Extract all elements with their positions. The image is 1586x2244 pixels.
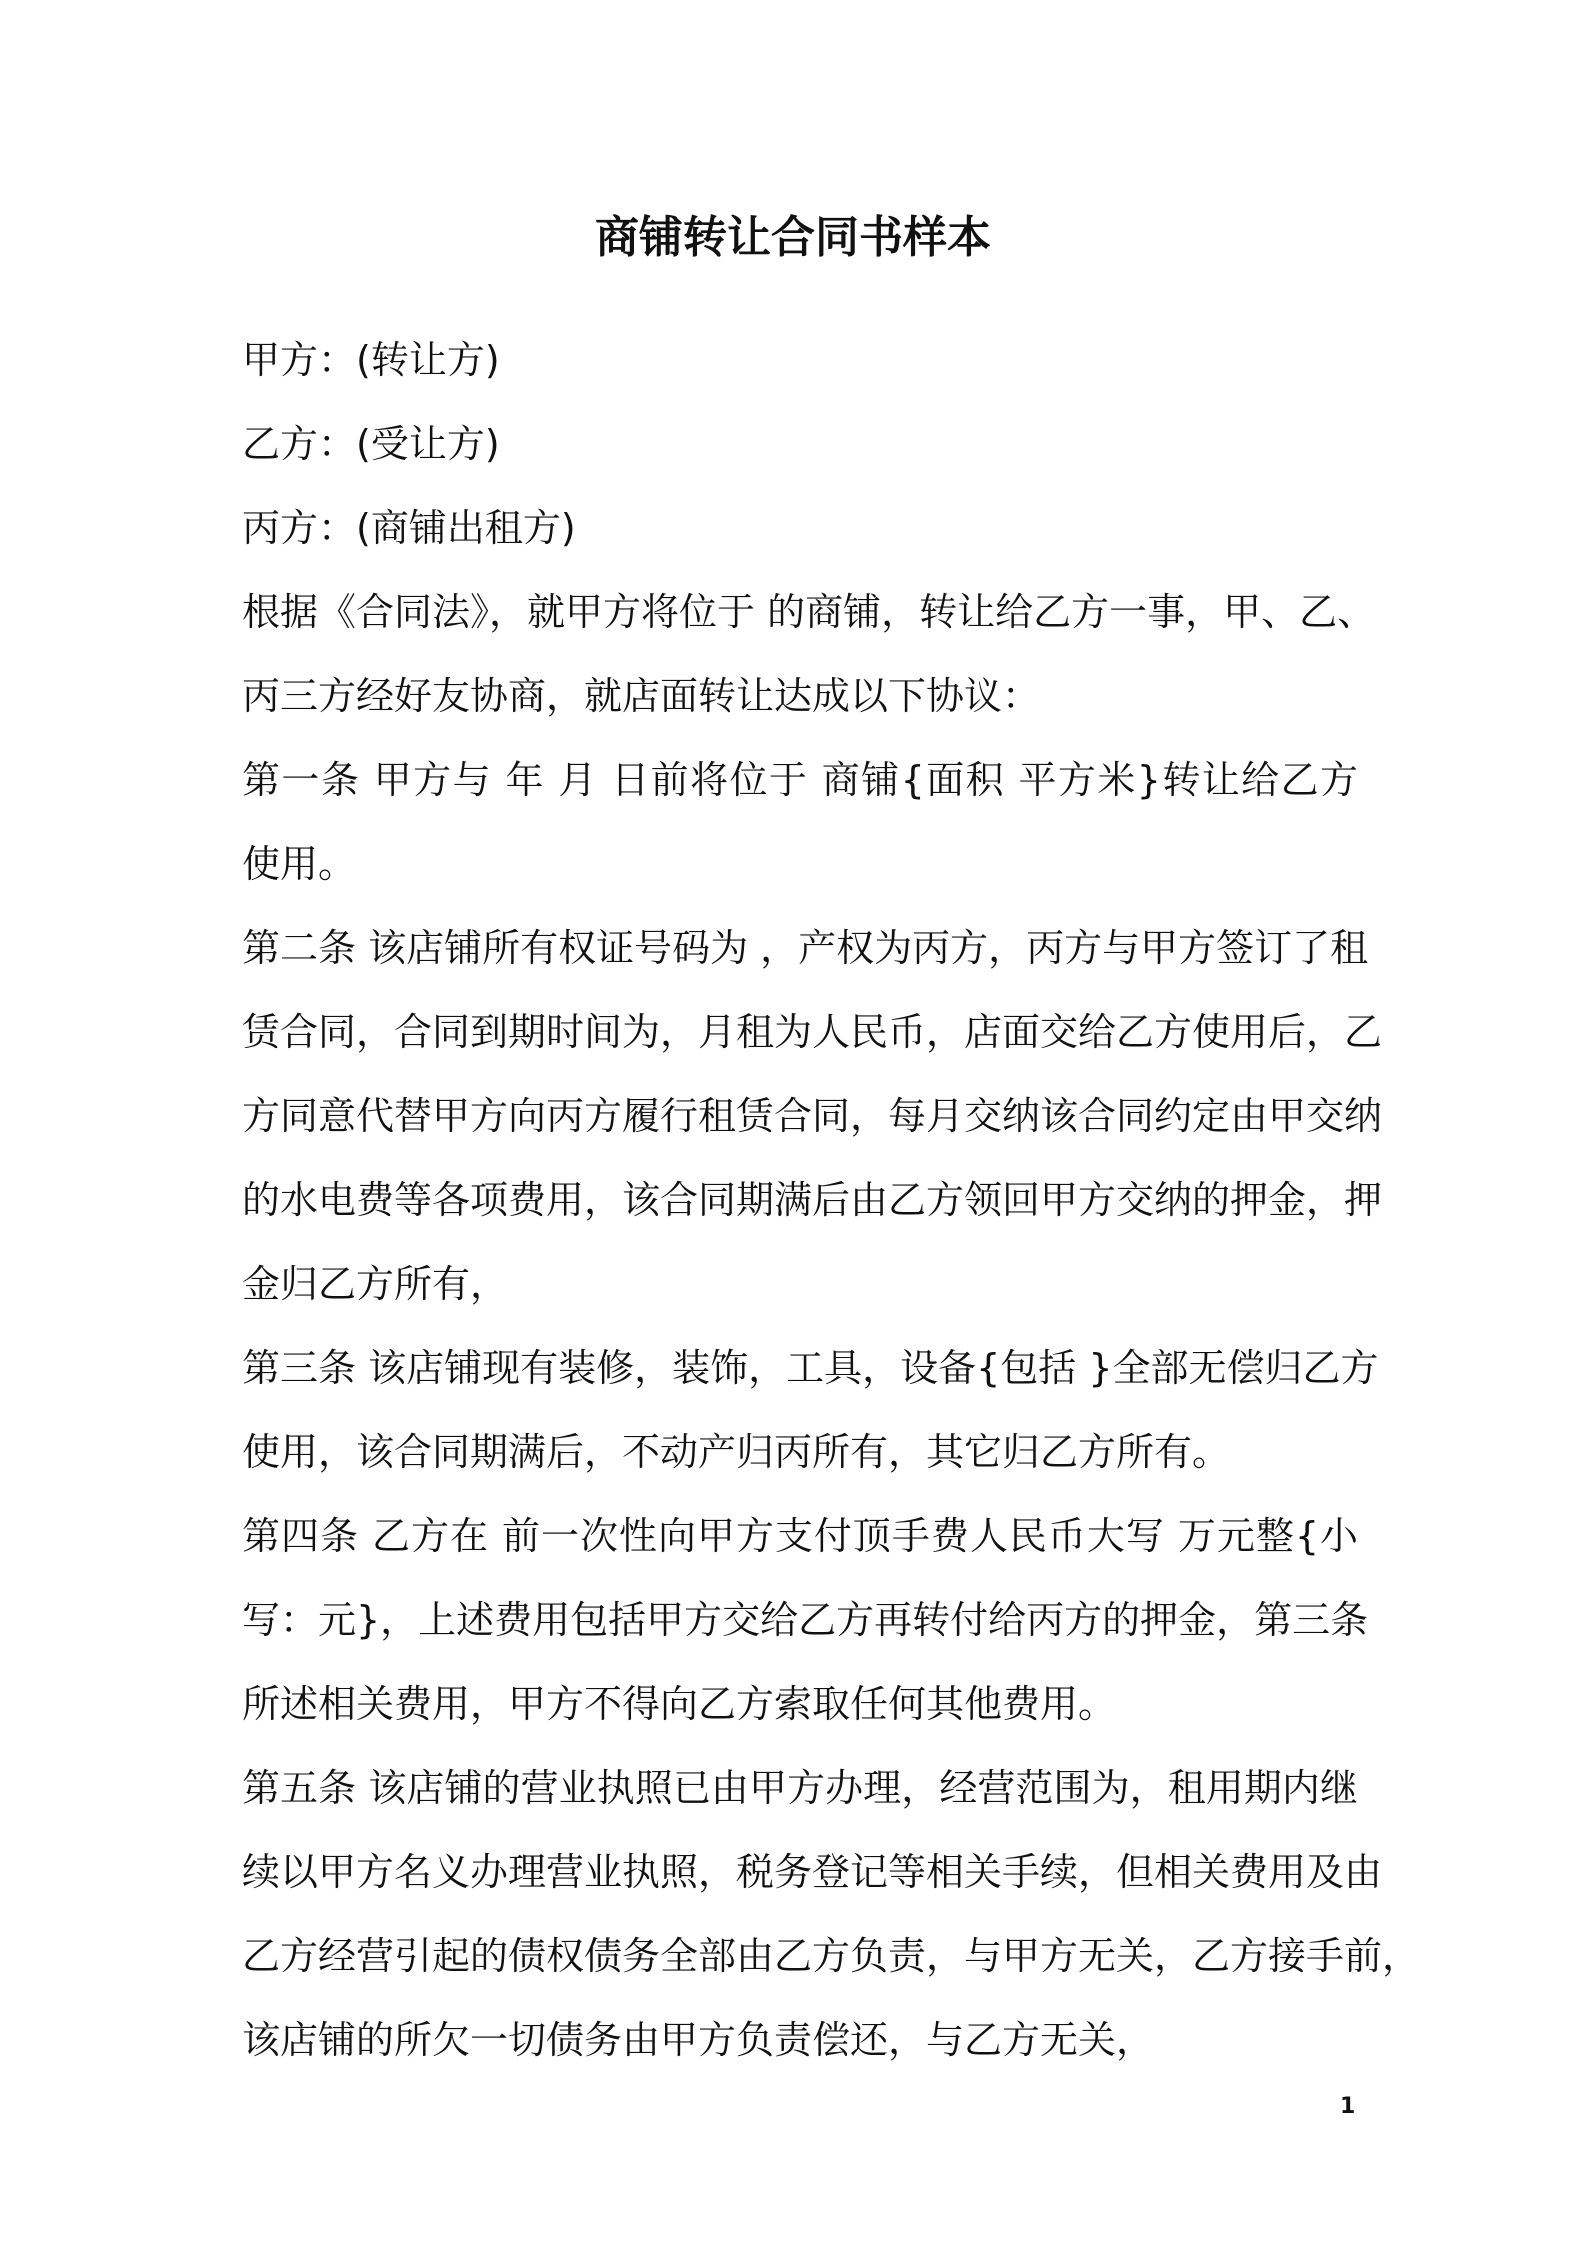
text-line: 丙三方经好友协商，就店面转让达成以下协议： [242,674,1041,718]
document-body [242,332,1421,2096]
text-line: 乙方：(受让方) [242,422,500,466]
text-line: 方同意代替甲方向丙方履行租赁合同，每月交纳该合同约定由甲交纳 [242,1094,1383,1138]
text-line: 第四条 乙方在 前一次性向甲方支付顶手费人民币大写 万元整{小 [242,1514,1358,1558]
text-line: 金归乙方所有， [242,1262,509,1306]
page-number: 1 [1340,2094,1356,2119]
text-line: 续以甲方名义办理营业执照，税务登记等相关手续，但相关费用及由 [242,1850,1383,1894]
text-line: 的水电费等各项费用，该合同期满后由乙方领回甲方交纳的押金，押 [242,1178,1383,1222]
text-line: 第五条 该店铺的营业执照已由甲方办理，经营范围为，租用期内继 [242,1766,1358,1810]
text-line: 写：元}，上述费用包括甲方交给乙方再转付给丙方的押金，第三条 [242,1598,1369,1642]
text-line: 甲方：(转让方) [242,338,500,382]
document-title: 商铺转让合同书样本 [595,212,991,263]
text-line: 该店铺的所欠一切债务由甲方负责偿还，与乙方无关， [242,2018,1155,2062]
text-line: 所述相关费用，甲方不得向乙方索取任何其他费用。 [242,1682,1117,1726]
text-line: 乙方经营引起的债权债务全部由乙方负责，与甲方无关，乙方接手前， [242,1934,1421,1978]
text-line: 使用，该合同期满后，不动产归丙所有，其它归乙方所有。 [242,1430,1231,1474]
text-line: 第一条 甲方与 年 月 日前将位于 商铺{面积 平方米}转让给乙方 [242,758,1358,802]
text-line: 根据《合同法》，就甲方将位于 的商铺，转让给乙方一事，甲、乙、 [242,590,1376,634]
text-line: 使用。 [242,842,357,886]
text-line: 第三条 该店铺现有装修，装饰，工具，设备{包括 }全部无偿归乙方 [242,1346,1379,1390]
text-line: 丙方：(商铺出租方) [242,506,576,550]
text-line: 第二条 该店铺所有权证号码为 ，产权为丙方，丙方与甲方签订了租 [242,926,1369,970]
text-line: 赁合同，合同到期时间为，月租为人民币，店面交给乙方使用后，乙 [242,1010,1383,1054]
